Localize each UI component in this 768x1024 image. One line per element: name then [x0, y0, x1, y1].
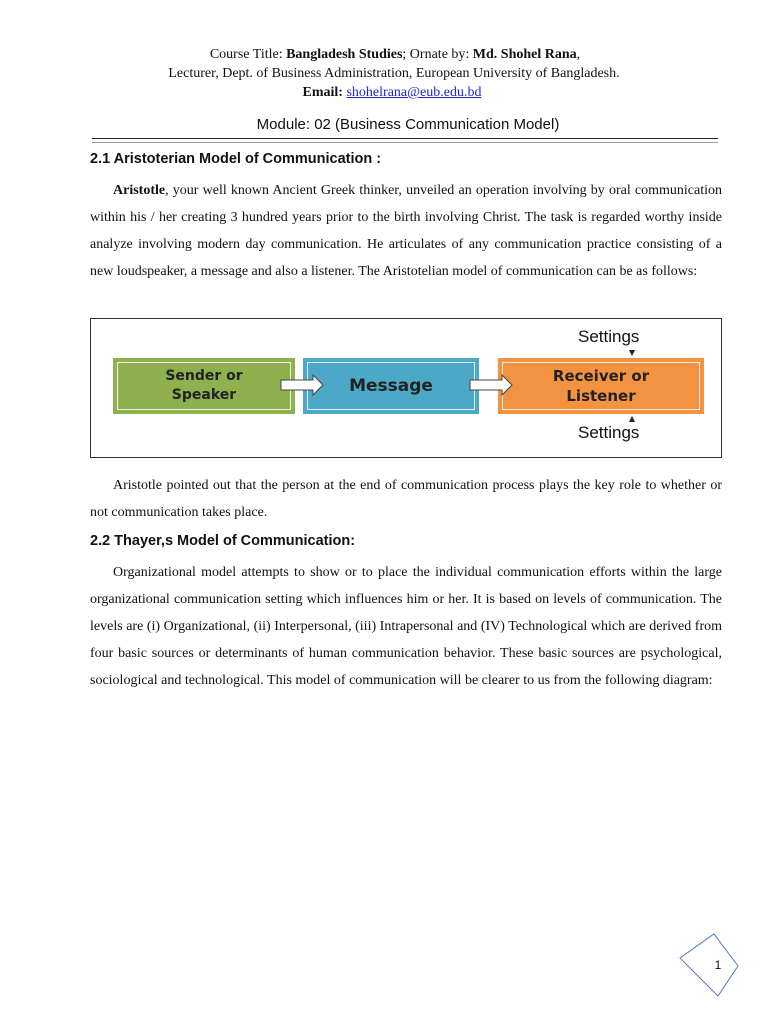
settings-label-bottom: Settings: [578, 423, 640, 442]
section-2-2-paragraph: Organizational model attempts to show or to place the individual communication efforts within the large organizational communication setting which influences him or her. It is based on levels of communication. The levels are (i) Organizational, (ii) Interpersonal, (iii) Intrapersonal and (IV) Technological which are derived from four basic sources or determinants of human communication behavior. These basic sources are psychological, sociological and technological. This model of communication will be clearer to us from the following diagram:: [90, 565, 722, 688]
arrow-sender-to-message-icon: [281, 375, 323, 395]
header-email-line: [0, 83, 768, 102]
module-title: Module: 02 (Business Communication Model): [256, 116, 560, 133]
header-affiliation-line: Lecturer, Dept. of Business Administration, European University of Bangladesh.: [168, 66, 620, 81]
header-course-line: Course Title: Bangladesh Studies; Ornate by: Md. Shohel Rana,: [209, 47, 581, 62]
section-2-1-conclusion: Aristotle pointed out that the person at the end of communication process plays the key role to whether or not communication takes place.: [90, 478, 722, 520]
email-label: Email:: [302, 85, 343, 100]
aristotle-lead: Aristotle: [113, 183, 166, 198]
page-number-badge: [676, 932, 740, 996]
module-divider-thin: [92, 142, 718, 143]
section-2-1-title: 2.1 Aristoterian Model of Communication :: [90, 151, 382, 167]
section-2-2-title: 2.2 Thayer,s Model of Communication:: [90, 533, 356, 549]
email-link[interactable]: shohelrana@eub.edu.bd: [346, 85, 482, 100]
page-number: 1: [714, 958, 722, 972]
aristotle-model-diagram: [90, 318, 722, 458]
arrow-down-small-icon: [629, 350, 635, 356]
sender-block: Sender or Speaker: [113, 358, 295, 414]
diagram-arrows: [91, 319, 723, 459]
course-title: Bangladesh Studies: [286, 47, 403, 62]
settings-label-top: Settings: [578, 327, 640, 346]
arrow-message-to-receiver-icon: [470, 375, 512, 395]
receiver-block: Receiver or Listener: [498, 358, 704, 414]
module-divider: [92, 138, 718, 139]
arrow-up-small-icon: [629, 416, 635, 422]
message-block: Message: [303, 358, 479, 414]
section-2-1-paragraph: Aristotle, your well known Ancient Greek thinker, unveiled an operation involving by oral communication within his / her creating 3 hundred years prior to the birth involving Christ. The task is regarded worthy inside analyze involving modern day communication. He articulates of any communication practice consisting of a new loudspeaker, a message and also a listener. The Aristotelian model of communication can be as follows:: [90, 183, 722, 279]
author-name: Md. Shohel Rana: [472, 47, 577, 62]
